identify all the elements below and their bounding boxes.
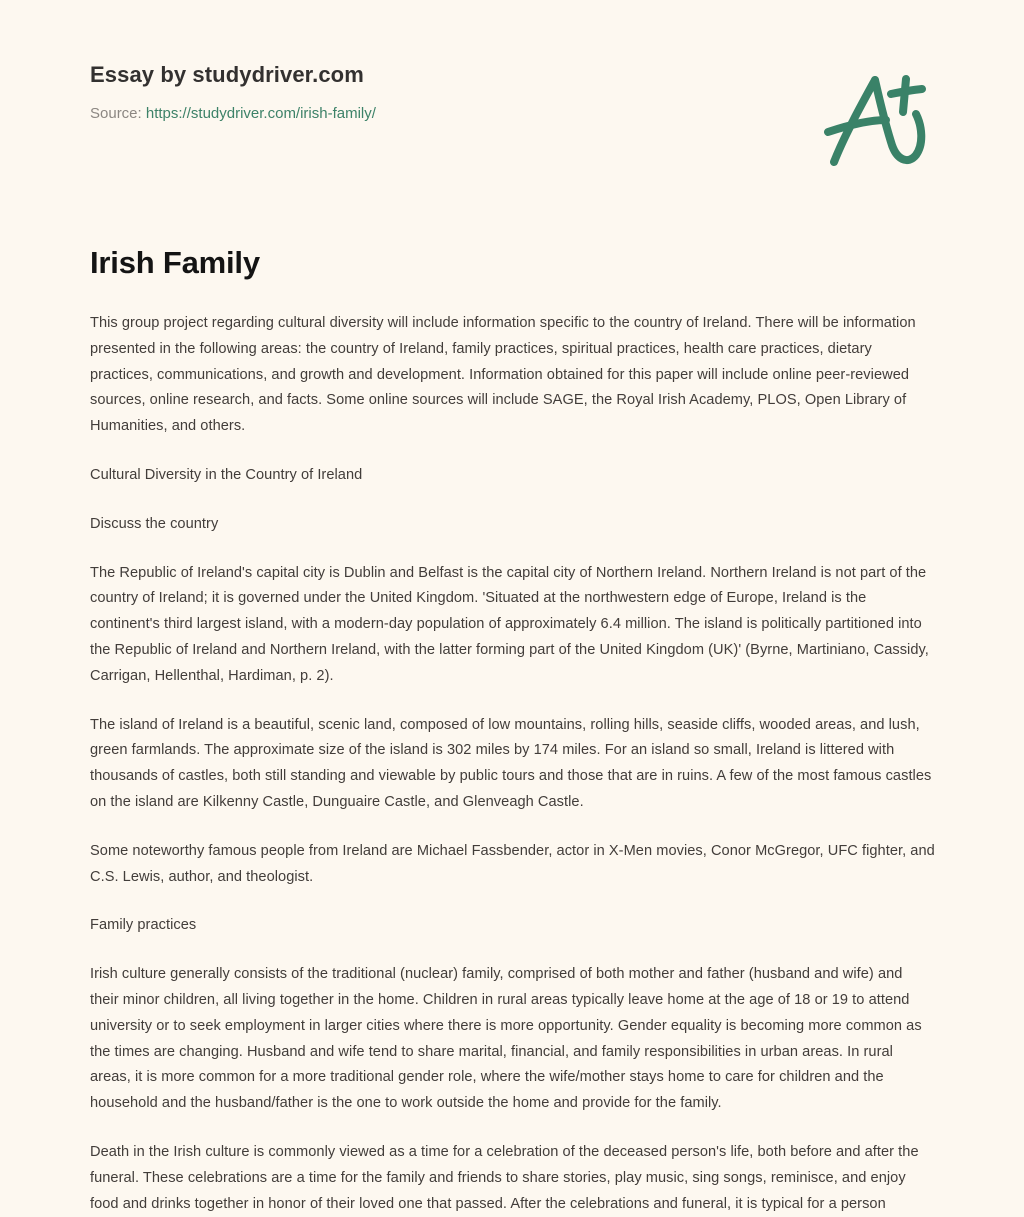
a-plus-logo-svg: [812, 68, 930, 172]
source-label: Source:: [90, 105, 142, 122]
paragraph: Some noteworthy famous people from Ireland are Michael Fassbender, actor in X-Men movies, Conor McGregor, UFC fighter, and C.S. Lewis, author, and theologist.: [90, 842, 935, 885]
paragraph: The Republic of Ireland's capital city is Dublin and Belfast is the capital city of Northern Ireland. Northern Ireland is not part of the country of Ireland; it is governed under the United Kingdom. 'Situated at the northwestern edge of Europe, Ireland is the continent's third largest island, with a modern-day population of approximately 6.4 million. The island is politically partitioned into the Republic of Ireland and Northern Ireland, with the latter forming part of the United Kingdom (UK)' (Byrne, Martiniano, Cassidy, Carrigan, Hellenthal, Hardiman, p. 2).: [90, 564, 929, 684]
source-url-link[interactable]: https://studydriver.com/irish-family/: [145, 105, 376, 122]
brand-block: [90, 60, 730, 125]
page-title: Irish Family: [90, 245, 260, 280]
paragraph: The island of Ireland is a beautiful, scenic land, composed of low mountains, rolling hills, seaside cliffs, wooded areas, and lush, green farmlands. The approximate size of the island is 302 miles by 174 miles. For an island so small, Ireland is littered with thousands of castles, both still standing and viewable by public tours and those that are in ruins. A few of the most famous castles on the island are Kilkenny Castle, Dunguaire Castle, and Glenveagh Castle.: [90, 716, 932, 810]
paragraph: Irish culture generally consists of the traditional (nuclear) family, comprised of both mother and father (husband and wife) and their minor children, all living together in the home. Children in rural areas typically leave home at the age of 18 or 19 to attend university or to seek employment in larger cities where there is more opportunity. Gender equality is becoming more common as the times are changing. Husband and wife tend to share marital, financial, and family responsibilities in urban areas. In rural areas, it is more common for a more traditional gender role, where the wife/mother stays home to care for children and the household and the husband/father is the one to work outside the home and provide for the family.: [90, 966, 922, 1112]
article-body: [90, 243, 935, 1217]
section-heading-cultural-diversity: Cultural Diversity in the Country of Ireland: [90, 466, 363, 483]
brand-title: Essay by studydriver.com: [90, 62, 364, 87]
a-plus-logo-icon: [812, 68, 930, 172]
section-heading-family-practices: Family practices: [90, 917, 197, 934]
source-line: [90, 103, 730, 125]
paragraph: Death in the Irish culture is commonly viewed as a time for a celebration of the deceased person's life, both before and after the funeral. These celebrations are a time for the family and friends to share stories, play music, sing songs, reminisce, and enjoy food and drinks together in honor of their loved one that passed. After the celebrations and funeral, it is typical for a person: [90, 1143, 919, 1212]
section-heading-discuss-the-country: Discuss the country: [90, 515, 219, 532]
page-header: [0, 0, 1024, 200]
paragraph: This group project regarding cultural diversity will include information specific to the country of Ireland. There will be information presented in the following areas: the country of Ireland, family practices, spiritual practices, health care practices, dietary practices, communications, and growth and development. Information obtained for this paper will include online peer-reviewed sources, online research, and facts. Some online sources will include SAGE, the Royal Irish Academy, PLOS, Open Library of Humanities, and others.: [90, 315, 916, 435]
